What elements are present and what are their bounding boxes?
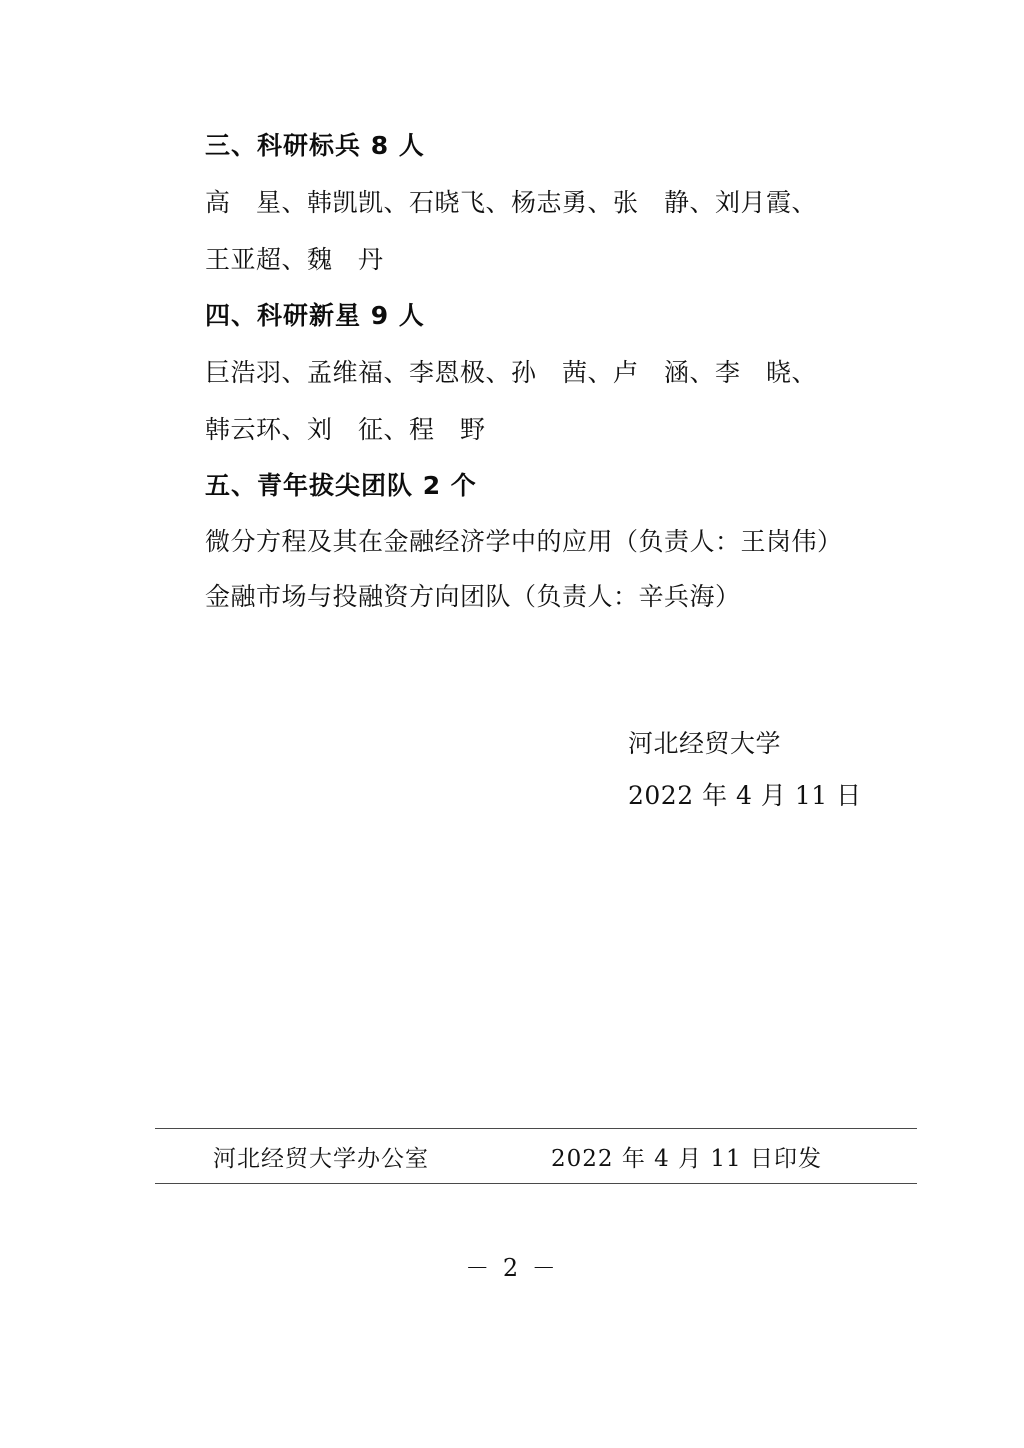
signature-date: 2022 年 4 月 11 日: [628, 781, 862, 810]
footer-row: [155, 1129, 917, 1183]
footer-print-date: 2022 年 4 月 11 日印发: [551, 1145, 822, 1172]
section-heading-4: 四、科研新星 9 人: [205, 301, 425, 330]
document-footer: [155, 1128, 917, 1184]
section-4-line-1: 巨浩羽、孟维福、李恩极、孙 茜、卢 涵、李 晓、: [205, 358, 818, 387]
signature-organization: 河北经贸大学: [628, 729, 782, 758]
page-number: － 2 －: [465, 1254, 559, 1282]
section-heading-3: 三、科研标兵 8 人: [205, 131, 425, 160]
section-4-line-2: 韩云环、刘 征、程 野: [205, 415, 486, 444]
footer-issuer: 河北经贸大学办公室: [213, 1145, 429, 1172]
footer-bottom-rule: [155, 1183, 917, 1184]
section-5-line-1: 微分方程及其在金融经济学中的应用（负责人：王岗伟）: [205, 527, 843, 556]
section-5-line-2: 金融市场与投融资方向团队（负责人：辛兵海）: [205, 582, 741, 611]
section-3-line-1: 高 星、韩凯凯、石晓飞、杨志勇、张 静、刘月霞、: [205, 188, 818, 217]
document-body: [205, 118, 905, 624]
section-heading-5: 五、青年拔尖团队 2 个: [205, 471, 477, 500]
section-3-line-2: 王亚超、魏 丹: [205, 245, 384, 274]
signature-block: [628, 718, 948, 822]
